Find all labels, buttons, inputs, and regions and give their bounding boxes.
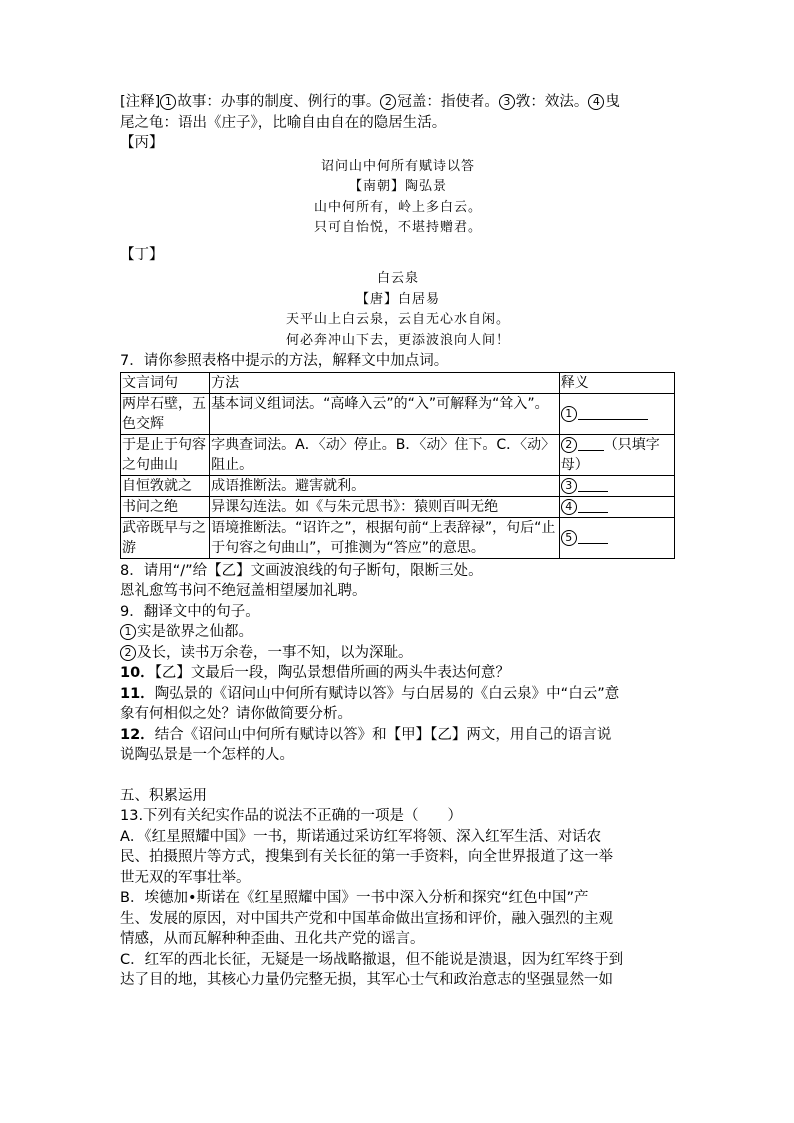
q7-row-5-method: 语境推断法。“诏许之”，根据句前“上表辞禄”，句后“止于句容之句曲山”，可推测为“答应”的意思。: [210, 517, 560, 558]
answer-note-2: （只填字母）: [560, 436, 660, 473]
q11-line-2: 象有何相似之处？请你做简要分析。: [120, 706, 352, 722]
q13-option-a-line-3: 世无双的军事壮举。: [120, 869, 251, 886]
q7-row-2-answer[interactable]: [559, 434, 674, 475]
q7-row-1-answer[interactable]: [559, 393, 674, 434]
q13-option-c-line-2: 达了目的地，其核心力量仍完整无损，其军心士气和政治意志的坚强显然一如: [120, 972, 613, 988]
q7-row-5-phrase: 武帝既早与之游: [121, 517, 210, 558]
ding-label: 【丁】: [120, 246, 164, 263]
q13-option-a-line-1: A．《红星照耀中国》一书，斯诺通过采访红军将领、深入红军生活、对话农: [120, 828, 602, 845]
answer-blank-4[interactable]: [578, 498, 608, 513]
ding-poem-author: 【唐】白居易: [355, 291, 440, 307]
q12: [120, 725, 676, 746]
table-row: [121, 517, 675, 558]
spacer: [120, 766, 676, 786]
note-3-mark: 3: [499, 94, 515, 110]
q7-row-3-answer[interactable]: [559, 475, 674, 496]
q9-prompt: 9．翻译文中的句子。: [120, 603, 260, 620]
answer-blank-3[interactable]: [578, 477, 608, 492]
note-1-text: 故事：办事的制度、例行的事。: [177, 94, 381, 110]
note-4-mark: 4: [588, 94, 604, 110]
q7-row-4-answer[interactable]: [559, 496, 674, 517]
q9-sentence-1: [120, 622, 676, 643]
table-row: [121, 393, 675, 434]
q7-header-phrase: 文言词句: [121, 372, 210, 393]
q9-sentence-2: [120, 643, 676, 664]
q11-text-a: 陶弘景的《诏问山中何所有赋诗以答》与白居易的《白云泉》中“白云”意: [154, 685, 620, 702]
table-row: [121, 475, 675, 496]
q13-option-a-line-2: 民、拍摄照片等方式，搜集到有关长征的第一手资料，向全世界报道了这一举: [120, 849, 613, 865]
q10: [120, 663, 676, 684]
answer-mark-3: 3: [561, 478, 577, 494]
q13-option-c-line-1: C．红军的西北长征，无疑是一场战略撤退，但不能说是溃退，因为红军终于到: [120, 951, 624, 968]
q7-row-4-phrase: 书问之绝: [121, 496, 210, 517]
q7-row-2-phrase: 于是止于句容之句曲山: [121, 434, 210, 475]
q7-row-1-phrase: 两岸石壁，五色交辉: [121, 393, 210, 434]
answer-mark-1: 1: [561, 406, 577, 422]
q7-prompt: 7．请你参照表格中提示的方法，解释文中加点词。: [120, 353, 449, 369]
q7-row-2-method: 字典查词法。A．〈动〉停止。B．〈动〉住下。C．〈动〉阻止。: [210, 434, 560, 475]
bing-poem-line-2: 只可自怡悦，不堪持赠君。: [313, 220, 482, 235]
q7-row-5-answer[interactable]: [559, 517, 674, 558]
ding-poem-line-1: 天平山上白云泉，云自无心水自闲。: [285, 312, 510, 327]
q9-sentence-1-text: 实是欲界之仙都。: [137, 624, 253, 640]
answer-blank-2[interactable]: [578, 436, 604, 451]
table-row: [121, 496, 675, 517]
q12-line-2: 说陶弘景是一个怎样的人。: [120, 747, 294, 763]
q7-header-method: 方法: [210, 372, 560, 393]
bing-poem-line-1: 山中何所有，岭上多白云。: [313, 199, 482, 215]
note-2-mark: 2: [380, 94, 396, 110]
answer-blank-1[interactable]: [578, 405, 648, 420]
q8-prompt: 8．请用“/”给【乙】文画波浪线的句子断句，限断三处。: [120, 562, 483, 579]
ding-poem-title: 白云泉: [376, 271, 419, 286]
q7-row-1-method: 基本词义组词法。“高峰入云”的“入”可解释为“耸入”。: [210, 393, 560, 434]
section-5-title: 五、积累运用: [120, 787, 207, 804]
answer-mark-2: 2: [561, 437, 577, 453]
note-1-mark: 1: [160, 94, 176, 110]
note-3-text: 敩：效法。: [515, 94, 589, 110]
q13-prompt: 13.下列有关纪实作品的说法不正确的一项是（ ）: [120, 808, 463, 824]
q11: [120, 684, 676, 705]
q7-table-header: [121, 372, 675, 393]
q8-sentence: 恩礼愈笃书问不绝冠盖相望屡加礼聘。: [120, 583, 367, 599]
q12-number: 12．: [120, 726, 155, 743]
q9-mark-2: 2: [120, 645, 136, 661]
q7-row-3-phrase: 自恒敩就之: [121, 475, 210, 496]
notes-line-2: 尾之龟：语出《庄子》，比喻自由自在的隐居生活。: [120, 114, 447, 131]
table-row: [121, 434, 675, 475]
bing-poem-title: 诏问山中何所有赋诗以答: [320, 158, 475, 174]
q13-option-b-line-3: 情感，从而瓦解种种歪曲、丑化共产党的谣言。: [120, 931, 425, 947]
q10-text: 【乙】文最后一段，陶弘景想借所画的两头牛表达何意？: [154, 665, 510, 681]
q7-table: [120, 372, 675, 559]
document-page: [120, 92, 676, 991]
q9-sentence-2-text: 及长，读书万余卷，一事不知，以为深耻。: [137, 644, 413, 661]
ding-poem-line-2: 何必奔冲山下去，更添波浪向人间！: [285, 332, 510, 348]
q11-number: 11．: [120, 685, 155, 702]
q13-option-b-line-2: 生、发展的原因，对中国共产党和中国革命做出宣扬和评价，融入强烈的主观: [120, 910, 613, 927]
notes-line-1: [120, 92, 676, 113]
note-4-text-a: 曳: [605, 94, 620, 110]
notes-label: [注释]: [120, 94, 161, 110]
answer-mark-5: 5: [561, 530, 577, 546]
q7-row-4-method: 异课勾连法。如《与朱元思书》：猿则百叫无绝: [210, 496, 560, 517]
bing-label: 【丙】: [120, 135, 164, 151]
bing-poem-author: 【南朝】陶弘景: [348, 179, 447, 194]
q13-option-b-line-1: B．埃德加•斯诺在《红星照耀中国》一书中深入分析和探究“红色中国”产: [120, 890, 589, 906]
q10-number: 10．: [120, 665, 155, 681]
note-2-text: 冠盖：指使者。: [397, 94, 499, 110]
q7-row-3-method: 成语推断法。避害就利。: [210, 475, 560, 496]
q12-text-a: 结合《诏问山中何所有赋诗以答》和【甲】【乙】两文，用自己的语言说: [154, 726, 612, 743]
q7-header-meaning: 释义: [559, 372, 674, 393]
answer-mark-4: 4: [561, 499, 577, 515]
answer-blank-5[interactable]: [578, 529, 608, 544]
q9-mark-1: 1: [120, 624, 136, 640]
